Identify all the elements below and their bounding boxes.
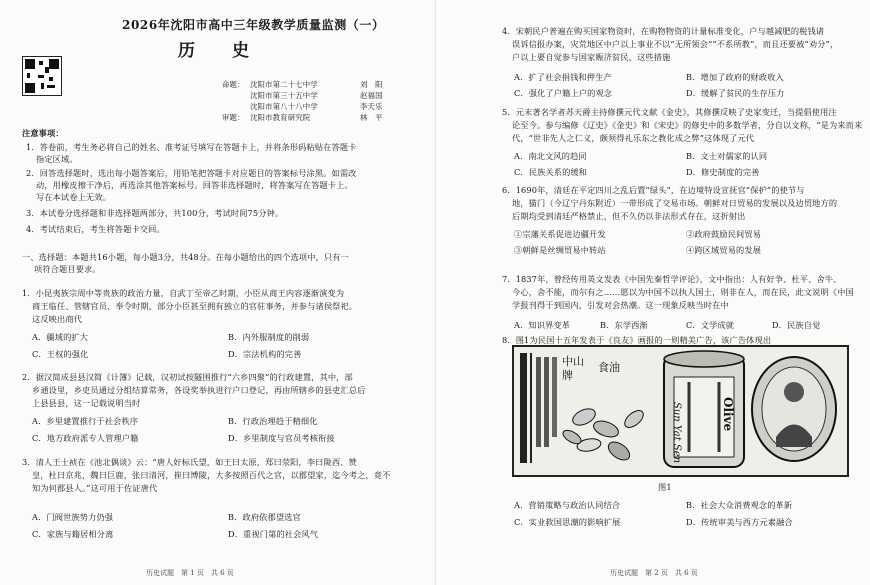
notes-heading: 注意事项： [22, 128, 64, 138]
notes-line: 指定区域。 [36, 154, 78, 164]
answer-option: B．行政治理趋于精细化 [228, 416, 318, 426]
question-stem: 乡通设里，乡吏员通过分组结算常务，各设奖举执进行户口登记，再由所辖乡的县吏汇总后 [32, 385, 366, 395]
author-name: 刘 阳 [360, 80, 383, 89]
notes-line: 4．考试结束后，考生将答题卡交回。 [26, 224, 165, 234]
ad-english-text: Sun Yat Sen [671, 402, 682, 464]
answer-option: C．地方政府派专人管理户籍 [32, 433, 139, 443]
author-school: 沈阳市第八十八中学 [250, 102, 318, 111]
answer-option: A．门阀世族势力仍强 [32, 512, 114, 522]
question-stem: 5．元末著名学者苏天爵主持修撰元代文献《金史》，其修撰反映了史家变迁，当提倡使用注 [502, 107, 837, 117]
author-role: 命题： [222, 80, 245, 89]
olive-oil-ad-illustration [514, 347, 847, 475]
answer-option: C．文学成就 [686, 320, 735, 330]
section-heading: 一、选择题：本题共16小题，每小题3分，共48分。在每小题给出的四个选项中，只有一 [22, 252, 349, 262]
notes-line: 动，用橡皮擦干净后，再选涂其他答案标号。回答非选择题时，将答案写在答题卡上。 [36, 180, 353, 190]
question-stem: 8．图1为民国十五年发表于《良友》画报的一则精美广告，该广告体现出 [502, 335, 772, 345]
ad-brand-text: 中山 [562, 355, 584, 368]
qr-code [22, 56, 62, 96]
advertisement-figure [512, 345, 849, 477]
answer-option: C．强化了户籍上户的观念 [514, 88, 613, 98]
answer-option: A．知识界变革 [514, 320, 571, 330]
question-stem: 今心，舍不能，而尔有之……愿以为中国不以执人国土，则非在人，而在民，此文说明《中国 [512, 287, 854, 297]
question-stem: 3．清人王士祯在《池北偶谈》云：“唐人好标氏望，如王曰太原，郑曰荥阳，李曰陇西、赞 [22, 457, 357, 467]
statement-option: ②政府鼓励民间贸易 [686, 229, 762, 239]
question-stem: 1．小昆夷族宗周中等贵族的政治力量，自武丁至帝乙时期，小臣从商王内容逐渐演变为 [22, 288, 345, 298]
answer-option: B．内外服制度的削弱 [228, 332, 310, 342]
question-stem: 上县县县，这一记载说明当时 [32, 398, 141, 408]
answer-option: C．王权的强化 [32, 349, 89, 359]
question-stem: 学报刊得于到国内，引发对会热潮。这一现象反映当时在中 [512, 300, 729, 310]
ad-brand-text: 牌 [562, 369, 573, 382]
answer-option: D．缓解了贫民的生存压力 [686, 88, 785, 98]
answer-option: A．营销策略与政治认同结合 [514, 500, 621, 510]
answer-option: A．疆域的扩大 [32, 332, 89, 342]
answer-option: C．家族与籍居相分离 [32, 529, 114, 539]
author-school: 沈阳市第二十七中学 [250, 80, 318, 89]
question-stem: 2．据汉简成县县汉简《计簿》记载，汉初试按隧围推行“六乡四聚”的行政建置，其中，部 [22, 372, 353, 382]
author-school: 沈阳市教育研究院 [250, 113, 311, 122]
answer-option: A．南北文风的趋同 [514, 151, 587, 161]
question-stem: 6．1690年，清廷在平定四川之乱后置“绿头”，在边境特设宣抚官“保护”的使节与 [502, 185, 805, 195]
author-name: 林 平 [360, 113, 383, 122]
subject-title: 历 史 [178, 41, 259, 61]
section-heading: 项符合题目要求。 [34, 264, 101, 274]
answer-option: D．宗法机构的完善 [228, 349, 302, 359]
statement-option: ③朝鲜是丝绸贸易中转站 [514, 245, 606, 255]
statement-option: ④跨区域贸易的发展 [686, 245, 762, 255]
notes-line: 2．回答选择题时，选出每小题答案后，用铅笔把答题卡对应题目的答案标号涂黑。如需改 [26, 168, 357, 178]
page-footer: 历史试题 第 2 页 共 6 页 [610, 569, 698, 577]
ad-english-text: Olive [721, 397, 735, 432]
author-school: 沈阳市第三十五中学 [250, 91, 318, 100]
answer-option: B．文士对儒家的认同 [686, 151, 768, 161]
answer-option: B．增加了政府的财政收入 [686, 72, 784, 82]
answer-option: D．乡里制度与官员考核衔接 [228, 433, 335, 443]
page-footer: 历史试题 第 1 页 共 6 页 [146, 569, 234, 577]
notes-line: 3．本试卷分选择题和非选择题两部分，共100分，考试时间75分钟。 [26, 208, 284, 218]
question-stem: 4．宋朝民户普遍在购买国家物资时，在购物物资的计量标准变化，户与越减肥的税钱诸 [502, 26, 825, 36]
notes-line: 写在本试卷上无效。 [36, 192, 112, 202]
answer-option: B．东学西渐 [600, 320, 648, 330]
question-stem: 皇，杜曰京兆，魏曰巨鹿，张曰清河，崔曰博陵，大多按照百代之官，以郡望家，迄今考之，竟不 [32, 470, 391, 480]
question-stem: 户以上要自觉参与国家赈济贫民，这些措施 [512, 52, 671, 62]
answer-option: B．社会大众消费观念的革新 [686, 500, 793, 510]
answer-option: D．民族自觉 [772, 320, 821, 330]
answer-option: D．重视门第的社会风气 [228, 529, 319, 539]
answer-option: D．传统审美与西方元素融合 [686, 517, 793, 527]
answer-option: A．扩了社会捐钱和押生产 [514, 72, 612, 82]
question-stem: 论至今。参与编修《辽史》《金史》和《宋史》的修史中的多数学者，分自以文称，“是为来而来 [512, 120, 863, 130]
question-stem: 后期均受到清廷严格禁止，但不久仍以非法形式存在，这折射出 [512, 211, 746, 221]
ad-brand-text: 食油 [598, 361, 620, 374]
question-stem: 这反映出商代 [32, 314, 83, 324]
answer-option: D．修史制度的完善 [686, 167, 760, 177]
question-stem: 地，猫门（今辽宁丹东附近）一带形成了交易市场。朝鲜对日贸易的发展以及边贸地方的 [512, 198, 838, 208]
answer-option: C．实业救国思潮的影响扩展 [514, 517, 621, 527]
notes-line: 1．答卷前，考生务必将自己的姓名、准考证号填写在答题卡上，并将条形码粘贴在答题卡 [26, 142, 357, 152]
question-stem: 7．1837年，曾经传用英文发表《中国先秦哲学评论》，文中指出：人有好争、杜平、舍牛、 [502, 274, 842, 284]
statement-option: ①宗藩关系促进边疆开发 [514, 229, 606, 239]
question-stem: 知为何郡县人。”这可用于佐证唐代 [32, 483, 158, 493]
answer-option: B．政府依郡望选官 [228, 512, 301, 522]
figure-caption: 图1 [658, 482, 672, 492]
author-role: 审题： [222, 113, 245, 122]
exam-title: 2026年沈阳市高中三年级教学质量监测（一） [122, 18, 385, 32]
answer-option: C．民族关系的缓和 [514, 167, 588, 177]
question-stem: 误诉信报办案，灾荒地区中户以上事业不以“无所领会”“不系所教”，而且还要被“劝分”， [512, 39, 839, 49]
author-name: 赵福国 [360, 91, 383, 100]
author-name: 李天乐 [360, 102, 383, 111]
question-stem: 代，“世非先人之仁义，颇须得礼乐东之教化成之弊”这体现了元代 [512, 133, 755, 143]
question-stem: 商王临任、管辖官员、奉令时期，部分小臣甚至拥有独立的官驻事务，并参与诸侯祭祀。 [32, 301, 358, 311]
answer-option: A．乡里建置推行于社会秩序 [32, 416, 139, 426]
